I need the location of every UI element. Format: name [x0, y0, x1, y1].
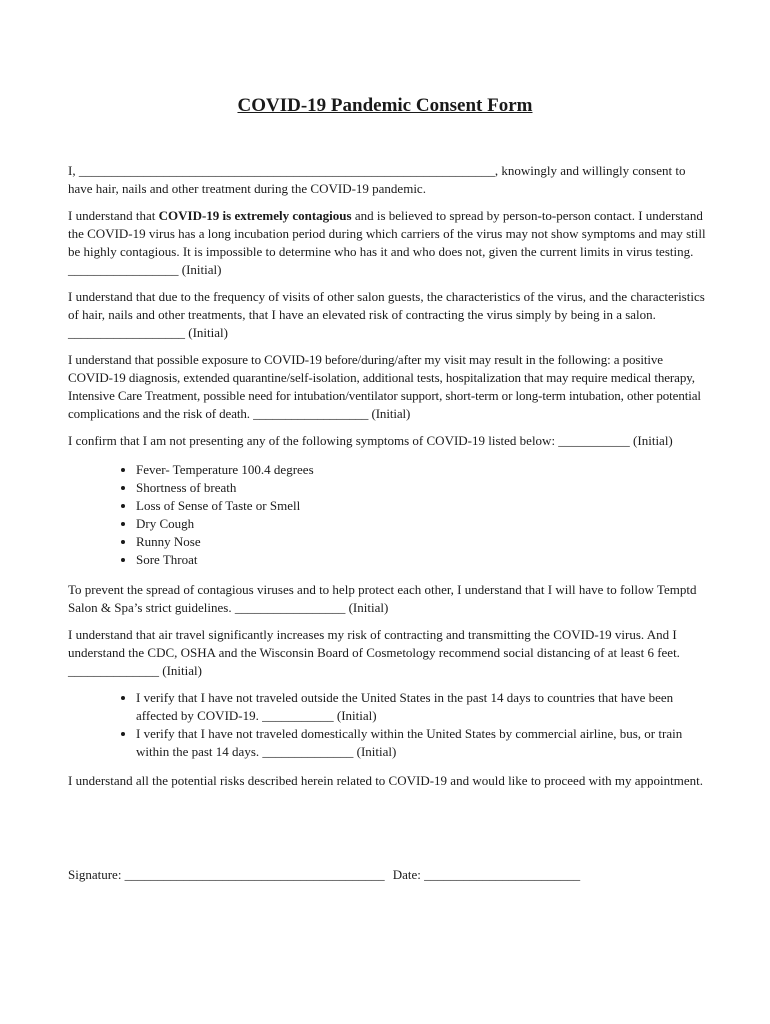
contagious-post: and is believed to spread by person-to-person contact. I understand the COVID-19 virus has a long incubation period during which carriers of the virus may not show symptoms and may still be highly contagious. It is impossible to determine who has it and who does not, given the current limits in virus testing. _________________ (Initial): [68, 208, 706, 277]
form-body: [68, 162, 708, 799]
contagious-pre: I understand that: [68, 208, 159, 223]
contagious-paragraph: [68, 207, 708, 279]
list-item: • Dry Cough: [136, 515, 708, 533]
air-travel-paragraph: I understand that air travel significantly increases my risk of contracting and transmitting the COVID-19 virus. And I understand the CDC, OSHA and the Wisconsin Board of Cosmetology recommend social distancing of at least 6 feet. ______________ (Initial): [68, 627, 680, 678]
list-item: • Runny Nose: [136, 533, 708, 551]
list-item: • I verify that I have not traveled outside the United States in the past 14 days to countries that have been affected by COVID-19. ___________ (Initial): [136, 689, 708, 725]
proceed-paragraph: I understand all the potential risks described herein related to COVID-19 and would like to proceed with my appointment.: [68, 773, 704, 788]
symptoms-intro-paragraph: I confirm that I am not presenting any of the following symptoms of COVID-19 listed below: ___________ (Initial): [68, 433, 673, 448]
salon-risk-paragraph: I understand that due to the frequency of visits of other salon guests, the characteristics of the virus, and the characteristics of hair, nails and other treatments, that I have an elevated risk of contracting the virus simply by being in a salon. __________________ (Initial): [68, 289, 705, 340]
list-item: • I verify that I have not traveled domestically within the United States by commercial airline, bus, or train within the past 14 days. ______________ (Initial): [136, 725, 708, 761]
guidelines-paragraph: To prevent the spread of contagious viruses and to help protect each other, I understand that I will have to follow Temptd Salon & Spa’s strict guidelines. _________________ (Initial): [68, 582, 697, 615]
signature-field[interactable]: Signature: ________________________________________: [68, 867, 385, 882]
list-item: • Loss of Sense of Taste or Smell: [136, 497, 708, 515]
form-title: COVID-19 Pandemic Consent Form: [237, 95, 533, 116]
travel-list: [68, 689, 708, 761]
symptoms-list: [68, 461, 708, 569]
list-item: • Shortness of breath: [136, 479, 708, 497]
list-item: • Sore Throat: [136, 551, 708, 569]
exposure-paragraph: I understand that possible exposure to COVID-19 before/during/after my visit may result in the following: a positive COVID-19 diagnosis, extended quarantine/self-isolation, additional tests, hospitalization that may require medical therapy, Intensive Care Treatment, possible need for intubation/ventilator support, short-term or long-term intubation, other potential complications and the risk of death. __________________ (Initial): [68, 352, 701, 421]
intro-paragraph: I, ________________________________________________________________, knowingly and willingly consent to have hair, nails and other treatment during the COVID-19 pandemic.: [68, 163, 686, 196]
list-item: • Fever- Temperature 100.4 degrees: [136, 461, 708, 479]
contagious-bold: COVID-19 is extremely contagious: [158, 208, 352, 223]
date-field[interactable]: Date: ________________________: [392, 867, 581, 882]
signature-line: [68, 866, 580, 884]
